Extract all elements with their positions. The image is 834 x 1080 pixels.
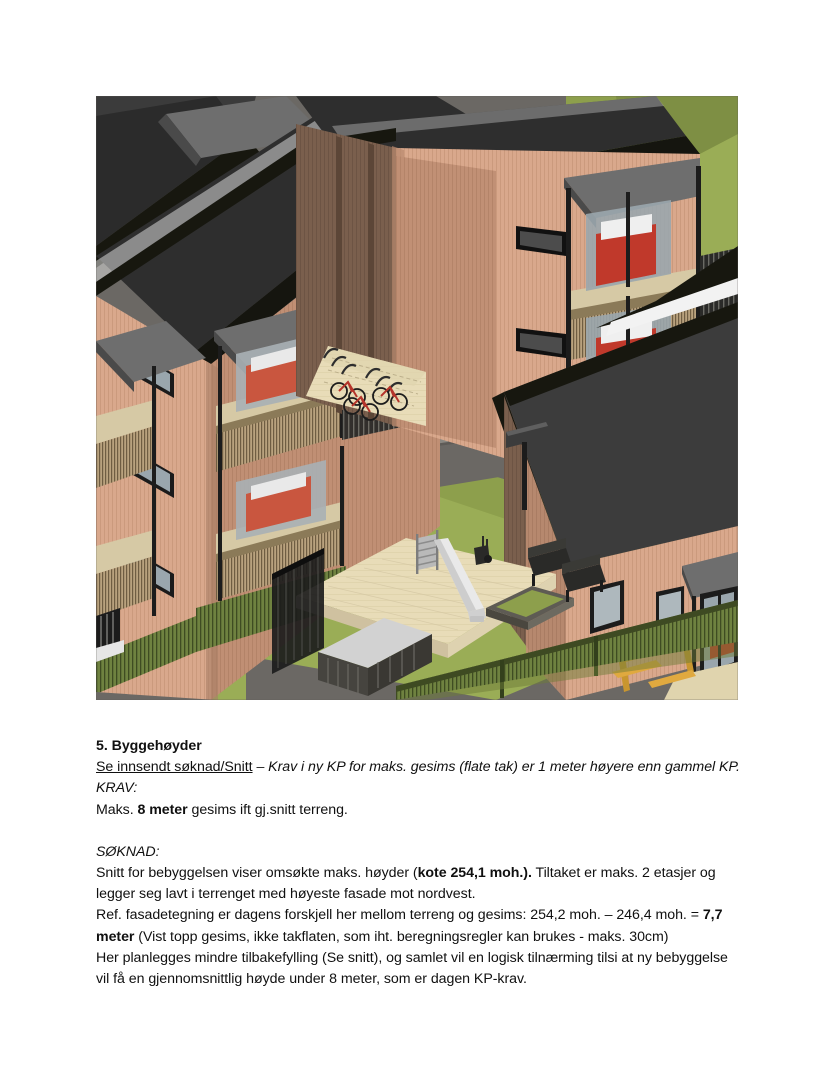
soknad-label: SØKNAD: xyxy=(96,843,160,860)
para1-pre: Snitt for bebyggelsen viser omsøkte maks. høyder ( xyxy=(96,865,418,882)
section-heading: 5. Byggehøyder xyxy=(96,738,202,754)
rendering-svg xyxy=(96,96,738,700)
document-body xyxy=(96,736,742,990)
paragraph-se-innsendt xyxy=(96,757,742,778)
krav-pre: Maks. xyxy=(96,801,138,818)
para1-post: Tiltaket er maks. 2 etasjer og legger seg lavt i terrenget med høyeste fasade mot nordvest. xyxy=(96,865,716,903)
paragraph-soknad-3: Her planlegges mindre tilbakefylling (Se snitt), og samlet vil en logisk tilnærming tilsi at ny bebyggelse vil få en gjennomsnittlig høyde under 8 meter, som er dagen KP-krav. xyxy=(96,949,728,988)
krav-value: 8 meter xyxy=(137,801,188,818)
para1-kote-value: kote 254,1 moh.). xyxy=(417,865,532,882)
paragraph-soknad-2 xyxy=(96,905,742,947)
link-se-innsendt-soknad[interactable]: Se innsendt søknad/Snitt xyxy=(96,759,253,776)
para2-pre: Ref. fasadetegning er dagens forskjell her mellom terreng og gesims: 254,2 moh. – 246,4 moh. = xyxy=(96,907,703,924)
architectural-rendering-image xyxy=(96,96,738,700)
para2-post: (Vist topp gesims, ikke takflaten, som iht. beregningsregler kan brukes - maks. 30cm) xyxy=(134,928,669,945)
paragraph-soknad-1 xyxy=(96,863,742,905)
para2-meter-value: 7,7 meter xyxy=(96,907,723,945)
krav-post: gesims ift gj.snitt terreng. xyxy=(187,801,348,818)
paragraph-spacer xyxy=(96,821,742,842)
paragraph-krav xyxy=(96,800,742,821)
krav-label: KRAV: xyxy=(96,780,138,797)
line-link-rest: – Krav i ny KP for maks. gesims (flate tak) er 1 meter høyere enn gammel KP. xyxy=(252,759,740,776)
